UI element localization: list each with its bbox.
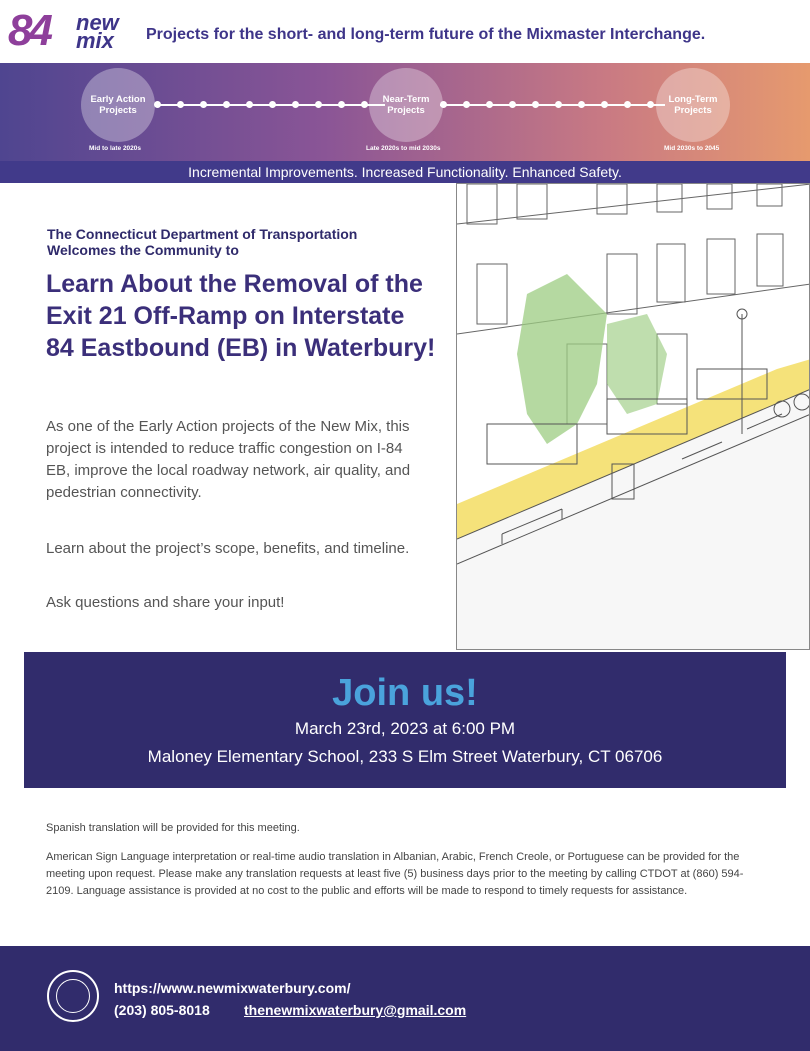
timeline-dot (624, 101, 631, 108)
timeline-dot (338, 101, 345, 108)
phase-label: Early Action (90, 94, 146, 105)
phase-label: Projects (674, 105, 712, 116)
phase-label: Long-Term (668, 94, 718, 105)
phase-dates: Mid to late 2020s (89, 145, 142, 152)
tagline-strip: Incremental Improvements. Increased Functionality. Enhanced Safety. (0, 161, 810, 183)
logo-wordmark (76, 10, 119, 53)
input-paragraph: Ask questions and share your input! (46, 594, 285, 611)
email-link[interactable]: thenewmixwaterbury@gmail.com (244, 1002, 467, 1018)
phase-label: Near-Term (382, 94, 430, 105)
scope-paragraph: Learn about the project’s scope, benefits, and timeline. (46, 540, 410, 557)
streetscape-drawing (457, 184, 810, 650)
description-paragraph: As one of the Early Action projects of the New Mix, this project is intended to reduce traffic congestion on I-84 EB, improve the local roadway network, air quality, and pedestrian connectivity. (46, 418, 411, 501)
timeline-dot (315, 101, 322, 108)
phase-near-term (369, 68, 443, 142)
logo-word-mix: mix (76, 28, 114, 53)
header-tagline: Projects for the short- and long-term future of the Mixmaster Interchange. (146, 26, 706, 43)
timeline-dot (647, 101, 654, 108)
timeline-dot (269, 101, 276, 108)
website-link[interactable]: https://www.newmixwaterbury.com/ (114, 980, 351, 996)
timeline-dot (532, 101, 539, 108)
phone-number: (203) 805-8018 (114, 1002, 210, 1018)
phase-dates: Mid 2030s to 2045 (664, 145, 720, 152)
event-datetime: March 23rd, 2023 at 6:00 PM (294, 719, 516, 738)
event-banner (24, 652, 786, 788)
timeline-dot (578, 101, 585, 108)
timeline-dot (486, 101, 493, 108)
logo-number: 84 (8, 6, 49, 55)
phase-label: Projects (99, 105, 137, 116)
spanish-note: Spanish translation will be provided for this meeting. (46, 822, 300, 834)
ctdot-seal-inner (56, 979, 90, 1013)
streetscape-illustration (456, 183, 810, 650)
timeline-dot (177, 101, 184, 108)
timeline-band (0, 63, 810, 161)
join-us-heading: Join us! (332, 672, 478, 714)
newmix-logo (8, 6, 138, 56)
phase-early-action (81, 68, 155, 142)
event-location: Maloney Elementary School, 233 S Elm Street Waterbury, CT 06706 (147, 747, 663, 766)
timeline-dot (223, 101, 230, 108)
timeline-connector (440, 104, 665, 106)
header (0, 0, 810, 63)
intro-text: The Connecticut Department of Transportation Welcomes the Community to (47, 226, 358, 258)
timeline-dot (555, 101, 562, 108)
footer (0, 946, 810, 1051)
timeline-dot (292, 101, 299, 108)
phase-label: Projects (387, 105, 425, 116)
page-title: Learn About the Removal of the Exit 21 Off-Ramp on Interstate 84 Eastbound (EB) in Waterbury! (46, 270, 436, 362)
timeline-dot (463, 101, 470, 108)
timeline-dot (200, 101, 207, 108)
timeline-dot (601, 101, 608, 108)
timeline-dot (509, 101, 516, 108)
phase-dates: Late 2020s to mid 2030s (366, 145, 441, 152)
ctdot-seal-icon (47, 970, 99, 1022)
timeline-dot (154, 101, 161, 108)
phase-long-term (656, 68, 730, 142)
accessibility-note: American Sign Language interpretation or real-time audio translation in Albanian, Arabic, French Creole, or Portuguese can be provided for the meeting upon request. Please make any translation requests at least five (5) business days prior to the meeting by calling CTDOT at (860) 594-2109. Language assistance is provided at no cost to the public and efforts will be made to respond to timely requests for assistance. (46, 851, 744, 897)
timeline-dot (361, 101, 368, 108)
logo-word-new: new (76, 10, 119, 35)
timeline-dot (246, 101, 253, 108)
